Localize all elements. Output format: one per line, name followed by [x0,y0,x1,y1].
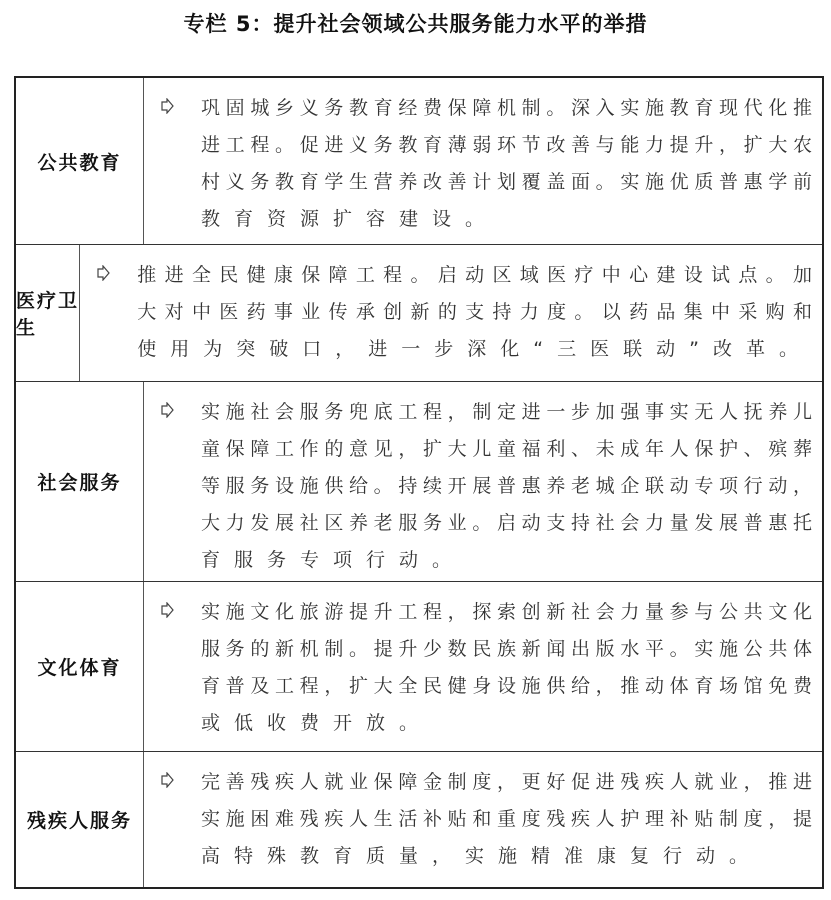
content-line: 进工程。促进义务教育薄弱环节改善与能力提升，扩大农 [201,134,812,156]
content-line: 育服务专项行动。 [201,549,466,571]
table-row [16,78,822,244]
outlined-right-arrow-icon [96,265,110,281]
content-line: 村义务教育学生营养改善计划覆盖面。实施优质普惠学前 [201,171,812,193]
outlined-right-arrow-icon [160,602,174,618]
content-line: 使用为突破口，进一步深化“三医联动”改革。 [137,338,812,360]
outlined-right-arrow-icon [160,98,174,114]
page-title: 专栏 5：提升社会领域公共服务能力水平的举措 [183,12,648,36]
content-line: 完善残疾人就业保障金制度，更好促进残疾人就业，推进 [201,771,812,793]
content-line: 育普及工程，扩大全民健身设施供给，推动体育场馆免费 [201,675,812,697]
row-category-label: 残疾人服务 [16,752,144,887]
table-row [16,244,822,381]
row-content [144,752,822,887]
outlined-right-arrow-icon [160,402,174,418]
content-line: 等服务设施供给。持续开展普惠养老城企联动专项行动， [201,475,812,497]
content-line: 巩固城乡义务教育经费保障机制。深入实施教育现代化推 [201,97,812,119]
row-content [80,245,822,381]
row-content [144,382,822,581]
content-line: 高特殊教育质量，实施精准康复行动。 [201,845,763,867]
table-row [16,581,822,751]
content-line: 教育资源扩容建设。 [201,208,499,230]
content-line: 童保障工作的意见，扩大儿童福利、未成年人保护、殡葬 [201,438,812,460]
row-category-label: 公共教育 [16,78,144,244]
row-content [144,582,822,751]
table-row [16,751,822,887]
row-category-label: 社会服务 [16,382,144,581]
measures-table [14,76,824,889]
content-line: 实施文化旅游提升工程，探索创新社会力量参与公共文化 [201,601,812,623]
content-line: 大对中医药事业传承创新的支持力度。以药品集中采购和 [137,301,812,323]
content-line: 推进全民健康保障工程。启动区域医疗中心建设试点。加 [137,264,812,286]
content-line: 实施困难残疾人生活补贴和重度残疾人护理补贴制度，提 [201,808,812,830]
content-line: 服务的新机制。提升少数民族新闻出版水平。实施公共体 [201,638,812,660]
content-line: 实施社会服务兜底工程，制定进一步加强事实无人抚养儿 [201,401,812,423]
row-category-label: 医疗卫生 [16,245,80,381]
table-row [16,381,822,581]
outlined-right-arrow-icon [160,772,174,788]
row-category-label: 文化体育 [16,582,144,751]
content-line: 大力发展社区养老服务业。启动支持社会力量发展普惠托 [201,512,812,534]
row-content [144,78,822,244]
content-line: 或低收费开放。 [201,712,433,734]
